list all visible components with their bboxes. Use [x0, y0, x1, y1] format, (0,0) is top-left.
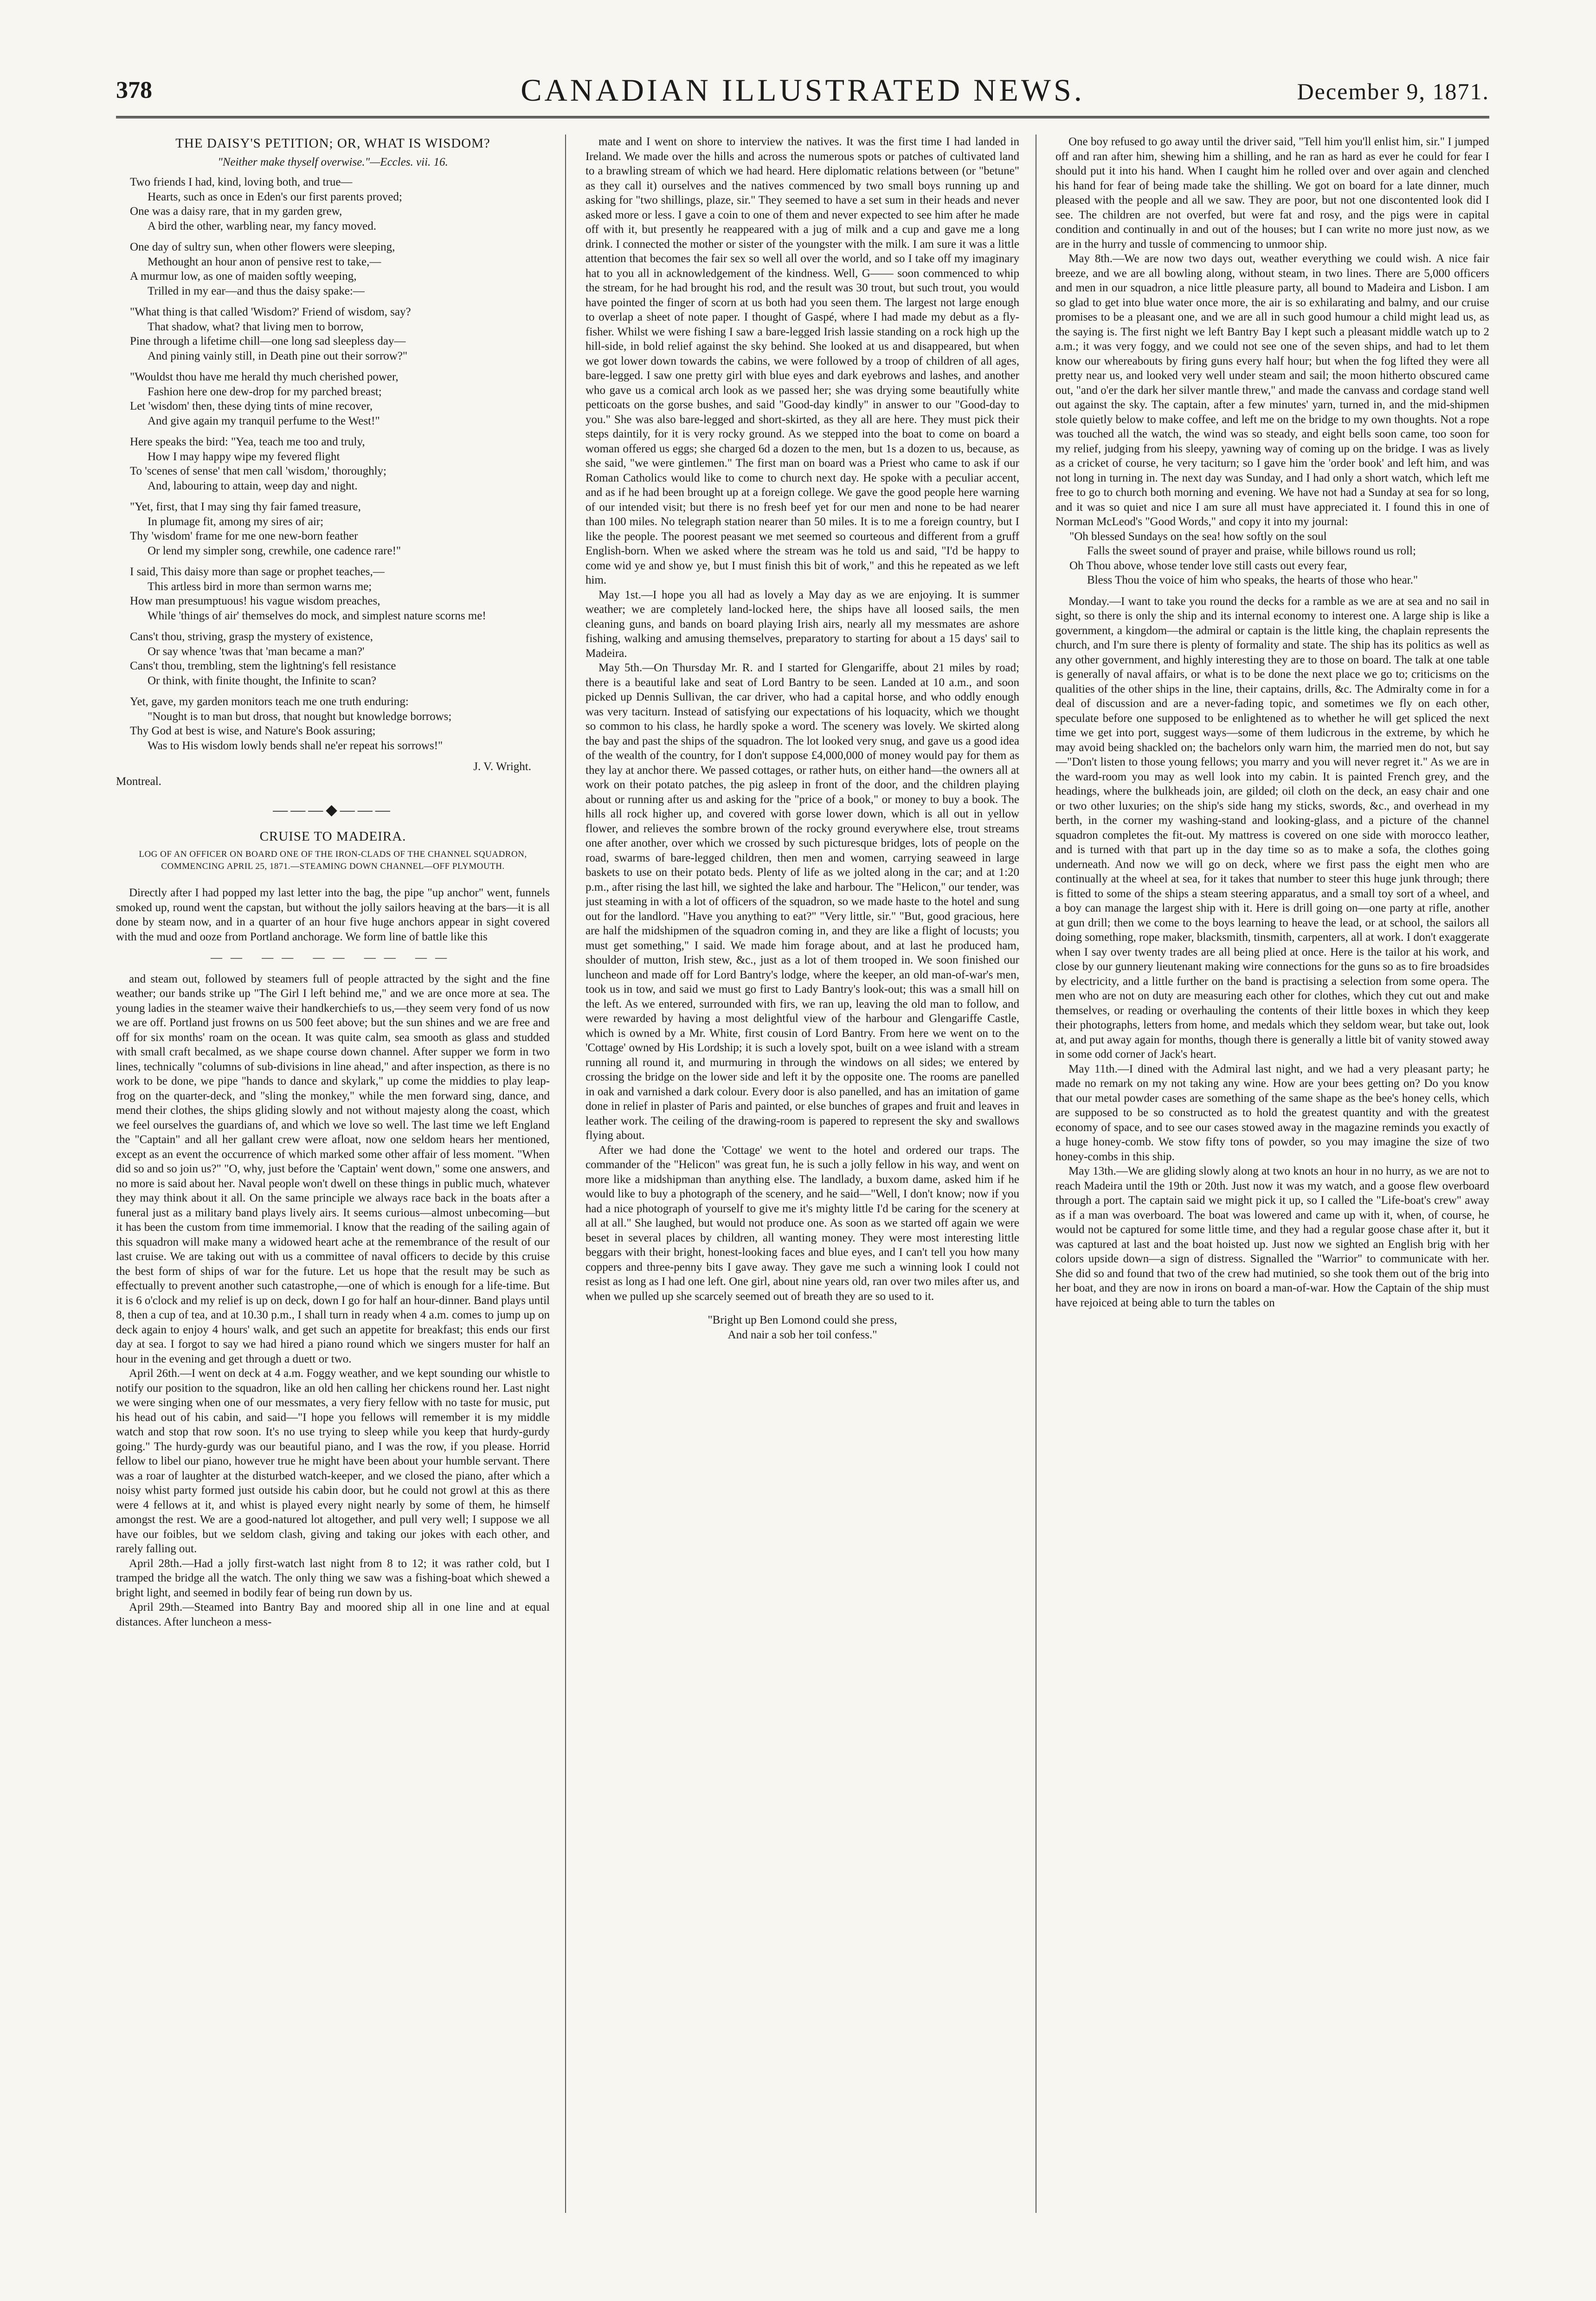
poem-stanza [130, 630, 550, 688]
poem-line: And pining vainly still, in Death pine out their sorrow?" [148, 349, 408, 362]
column-3 [1055, 135, 1489, 2231]
poem-line: Or think, with finite thought, the Infinite to scan? [148, 674, 376, 687]
poem-line: I said, This daisy more than sage or prophet teaches,— [130, 566, 385, 578]
newspaper-title: CANADIAN ILLUSTRATED NEWS. [521, 72, 1085, 108]
poem-line: Methought an hour anon of pensive rest to take,— [148, 255, 381, 268]
poem-line: Or say whence 'twas that 'man became a man?' [148, 645, 365, 658]
poem-line: While 'things of air' themselves do mock, and simplest nature scorns me! [148, 609, 486, 622]
article-paragraph: After we had done the 'Cottage' we went to the hotel and ordered our traps. The commander of the "Helicon" was great fun, he is such a jolly fellow in his way, and went on more like a midshipman than anything else. The landlady, a buxom dame, asked him if he would like to buy a photograph of the scenery, and he said—"Well, I don't know; now if you had a nice photograph of yourself to give me it's mighty little I'd be caring for the scenery at all at all." She laughed, but would not produce one. As soon as we started off again we were beset in several places by children, all wanting money. They were most interesting little beggars with their bright, honest-looking faces and blue eyes, and I can't tell you how many coppers and three-penny bits I gave away. They gave me such a winning look I could not resist as long as I had one left. One girl, about nine years old, ran over two miles after us, and when we pulled up she scarcely seemed out of breath they are so used to it. [586, 1144, 1019, 1303]
poem-line: "What thing is that called 'Wisdom?' Friend of wisdom, say? [130, 306, 411, 318]
poem-stanza [130, 305, 550, 363]
quote-line: "Bright up Ben Lomond could she press, [708, 1314, 897, 1326]
poem-line: Fashion here one dew-drop for my parched breast; [148, 385, 382, 398]
poem-line: Two friends I had, kind, loving both, and true— [130, 176, 353, 188]
poem-line: Hearts, such as once in Eden's our first parents proved; [148, 190, 402, 203]
poem-line: That shadow, what? that living men to borrow, [148, 320, 364, 333]
column-1 [116, 135, 550, 2231]
article-paragraph: May 5th.—On Thursday Mr. R. and I started for Glengariffe, about 21 miles by road; there is a beautiful lake and seat of Lord Bantry to be seen. Landed at 10 a.m., and soon picked up Dennis Sullivan, the car driver, who had a capital horse, and who oddly enough was very taciturn. Instead of satisfying our expectations of his loquacity, which we thought so common to his class, he hardly spoke a word. The scenery was lovely. We skirted along the bay and past the ships of the squadron. The lot looked very snug, and gave us a good idea of the wealth of the country, for I don't suppose £4,000,000 of money would pay for them as they lay at anchor there. We passed cottages, or rather huts, on either hand—the owners all at work on their potato patches, the pig asleep in front of the door, and the children playing about or running after us and asking for the "price of a book," or money to buy a book. The hills all rock higher up, and covered with gorse lower down, which is all out in yellow flower, and relieves the sombre brown of the rocky ground everywhere else, trout streams one after another, over which we crossed by such picturesque bridges, lots of people on the road, swarms of bare-legged children, then men and women, carrying seaweed in large baskets to use on their potato beds. Plenty of life as we jolted along in the car; and at 1:20 p.m., after rising the last hill, we sighted the lake and harbour. The "Helicon," our tender, was just steaming in with a lot of officers of the squadron, so we made haste to the hotel and sung out for the landlord. "Have you anything to eat?" "Very little, sir." "But, good gracious, here are half the midshipmen of the squadron coming in, and they are like a flight of locusts; you must get something," I said. We made him forage about, and at last he produced ham, shoulder of mutton, Irish stew, &c., just as a lot of them trooped in. We soon finished our luncheon and made off for Lord Bantry's lodge, where the keeper, an old man-of-war's men, took us in tow, and said we must go first to Lady Bantry's look-out; this was a small hill on the left. As we entered, surrounded with firs, we ran up, leaving the old man to follow, and were rewarded by having a most delightful view of the harbour and Glengariffe Castle, which is owned by a Mr. White, first cousin of Lord Bantry. From here we went on to the 'Cottage' owned by His Lordship; it is such a lovely spot, built on a wee island with a stream running all round it, and murmuring in through the windows on all sides; we entered by crossing the bridge on the lower side and left it by the opposite one. The rooms are panelled in oak and varnished a dark colour. Every door is also panelled, and has an imitation of game done in relief in plaster of Paris and painted, or else bunches of grapes and fruit and leaves in leather work. The ceiling of the drawing-room is papered to represent the sky and swallows flying about. [586, 662, 1019, 1142]
issue-date: December 9, 1871. [1297, 78, 1489, 104]
article-paragraph: Directly after I had popped my last letter into the bag, the pipe "up anchor" went, funnels smoked up, round went the capstan, but without the jolly sailors heaving at the bars—it is all done by steam now, and in a quarter of an hour five huge anchors appear in sight covered with the mud and ooze from Portland anchorage. We form line of battle like this [116, 887, 550, 943]
poem-line: Or lend my simpler song, crewhile, one cadence rare!" [148, 544, 401, 557]
verse-quote [586, 1313, 1019, 1342]
section-ornament: ———◆——— [273, 801, 393, 818]
poem-line: Yet, gave, my garden monitors teach me one truth enduring: [130, 695, 409, 708]
poem-line: "Nought is to man but dross, that nought but knowledge borrows; [148, 710, 452, 723]
article-paragraph: Monday.—I want to take you round the decks for a ramble as we are at sea and no sail in sight, so there is only the ship and its internal economy to interest one. A large ship is like a government, a kingdom—the admiral or captain is the little king, the chaplain represents the church, and I'm sure there is plenty of formality and state. The ship has its politics as well as any other government, and highly interesting they are to those on board. The talk at one table is generally of naval affairs, or what is to be done the next place we go to; criticisms on the qualities of the other ships in the line, their captains, drills, &c. The Admiralty come in for a deal of discussion and are a never-fading topic, and sometimes we fly on each other, speculate before one supposed to be enlightened as to whether he will get spliced the next time we get into port, suggest ways—some of them ludicrous in the extreme, by which he may avoid being shackled on; the bachelors only warn him, the married men do not, but say—"Don't listen to those young fellows; you marry and you will never regret it." As we are in the ward-room you may as well look into my cabin. It is painted French grey, and the headings, where the bulkheads join, are gilded; oil cloth on the deck, an easy chair and one or two other luxuries; on the ship's side hang my sticks, swords, &c., and overhead in my berth, in the corner my washing-stand and looking-glass, and a picture of the channel squadron completes the fit-out. My mattress is covered on one side with morocco leather, and is turned with that part up in the day time so as to make a sofa, the clothes going underneath. And now we will go on deck, where we first pass the eight men who are continually at the wheel at sea, for it takes that number to steer this huge junk through; there is fitted to some of the ships a steam steering apparatus, and a small toy sort of a wheel, and a boy can manage the largest ship with it. Here is drill going on—one party at rifle, another at gun drill; then we come to the boys learning to heave the lead, or at school, the sailors all doing something, rope maker, blacksmith, tinsmith, carpenters, all at work. I don't exaggerate when I say over twenty trades are all being plied at once. Here is the tailor at his work, and close by our gunnery lieutenant making wire connections for the guns so as to fire broadsides by electricity, and a little further on the band is practising a selection from some opera. The men who are not on duty are measuring each other for clothes, which they cut out and make themselves, or reading or overhauling the contents of their little boxes in which they keep their photographs, letters from home, and medals which they seldom wear, but take out, look at, and put away again for months, though there is generally a little bit of vanity stowed away in some odd corner of Jack's heart. [1055, 595, 1489, 1061]
hymn-line: "Oh blessed Sundays on the sea! how softly on the soul [1069, 530, 1327, 543]
poem-line: Cans't thou, trembling, stem the lightning's fell resistance [130, 660, 396, 672]
poem-line: And, labouring to attain, weep day and night. [148, 479, 358, 492]
poem-line: In plumage fit, among my sires of air; [148, 515, 324, 528]
masthead [116, 70, 1489, 118]
poem-place: Montreal. [116, 775, 161, 788]
hymn-verse [1069, 529, 1489, 588]
poem-line: A murmur low, as one of maiden softly weeping, [130, 270, 357, 283]
article-paragraph: One boy refused to go away until the driver said, "Tell him you'll enlist him, sir." I jumped off and ran after him, shewing him a shilling, and he ran as hard as ever he could for fear I should put it into his hand. When I caught him he rolled over and over again and clenched his hand for fear of being made take the shilling. We got on board for a late dinner, much pleased with the people and all we saw. They are poor, but not one discontented look did I see. The children are not overfed, but were fat and rosy, and the pigs were in capital condition and continually in and out of the houses; but I can write no more just now, as we are in the hurry and tussle of commencing to unmoor ship. [1055, 135, 1489, 251]
article-paragraph: May 11th.—I dined with the Admiral last night, and we had a very pleasant party; he made no remark on my not taking any wine. How are your bees getting on? Do you know that our metal powder cases are something of the same shape as the bee's honey cells, which are supposed to be so constructed as to hold the greatest quantity and with the greatest economy of space, and to see our cases stowed away in the magazine reminds you exactly of a huge honey-comb. We stow fifty tons of powder, so you may imagine the size of two honey-combs in this ship. [1055, 1062, 1489, 1163]
poem-line: How man presumptuous! his vague wisdom preaches, [130, 595, 380, 607]
article-paragraph: April 29th.—Steamed into Bantry Bay and moored ship all in one line and at equal distances. After luncheon a mess- [116, 1601, 550, 1628]
poem-stanza [130, 240, 550, 298]
poem-line: Thy 'wisdom' frame for me one new-born feather [130, 530, 358, 542]
article-title: CRUISE TO MADEIRA. [259, 829, 406, 844]
page-number: 378 [116, 77, 152, 103]
poem-line: To 'scenes of sense' that men call 'wisdom,' thoroughly; [130, 465, 386, 477]
article-paragraph: May 1st.—I hope you all had as lovely a May day as we are enjoying. It is summer weather; we are completely land-locked here, the ships have all loosed sails, the men cleaning guns, and bands on board playing Irish airs, nearly all my messmates are ashore fishing, walking and amusing themselves, preparatory to starting for about a 15 days' sail to Madeira. [586, 588, 1019, 660]
poem-line: One was a daisy rare, that in my garden grew, [130, 205, 342, 218]
article-paragraph: and steam out, followed by steamers full of people attracted by the sight and the fine weather; our bands strike up "The Girl I left behind me," and we are once more at sea. The young ladies in the steamer waive their handkerchiefs to us,—they seem very fond of us now we are off. Portland just frowns on us 500 feet above; but the sun shines and we are free and off for six months' roam on the ocean. It was quite calm, sea smooth as glass and studded with small craft becalmed, as we shape course down channel. After supper we form in two lines, technically "columns of sub-divisions in line ahead," and after inspection, as there is no work to be done, we pipe "hands to dance and skylark," up come the middies to play leap-frog on the quarter-deck, and "sling the monkey," while the men forward sing, dance, and mend their clothes, the ships gliding slowly and not without majesty along the coast, which we feel ourselves the guardians of, and which we love so well. The last time we left England the "Captain" and all her gallant crew were afloat, now one seldom hears her mentioned, except as an event the occurrence of which marked some other affair of less moment. "When did so and so join us?" "O, why, just before the 'Captain' went down," some one answers, and no more is said about her. Naval people won't dwell on these things in public much, whatever they may think about it all. On the same principle we always race back in the boats after a funeral just as a military band plays lively airs. It seems curious—almost unbecoming—but it has been the custom from time immemorial. I know that the reading of the sailing again of this squadron will make many a widowed heart ache at the remembrance of the result of our last cruise. We are taking out with us a committee of naval officers to decide by this cruise the best form of ships of war for the future. Let us hope that the result may be such as effectually to prevent another such catastrophe,—one of which is enough for a life-time. But it is 6 o'clock and my relief is up on deck, down I go for half an hour-dinner. Band plays until 8, then a cup of tea, and at 10.30 p.m., I shall turn in ready when 4 a.m. comes to jump up on deck again to enjoy 4 hours' walk, and get such an appetite for breakfast; this ends our first day at sea. I forgot to say we had hired a piano round which we singers muster for half an hour in the evening and get through a duett or two. [116, 972, 550, 1365]
poem-epigraph: "Neither make thyself overwise."—Eccles. vii. 16. [218, 155, 448, 168]
poem-line: "Yet, first, that I may sing thy fair famed treasure, [130, 501, 361, 513]
hymn-line: Oh Thou above, whose tender love still casts out every fear, [1069, 559, 1347, 572]
poem-stanza [130, 565, 550, 623]
article-paragraph: May 13th.—We are gliding slowly along at two knots an hour in no hurry, as we are not to reach Madeira until the 19th or 20th. Just now it was my watch, and a goose flew overboard through a port. The captain said we might pick it up, so I called the "Life-boat's crew" away as if a man was overboard. The boat was lowered and came up with it, when, of course, he would not be captured for some little time, and they had a regular goose chase after it, but it was captured at last and the boat hoisted up. Just now we sighted an English brig with her colors upside down—a sign of distress. Signalled the "Warrior" to communicate with her. She did so and found that two of the crew had mutinied, so she took them out of the brig into her boat, and they are now in irons on board a man-of-war. How the Captain of the ship must have rejoiced at being able to turn the tables on [1055, 1165, 1489, 1309]
poem-line: One day of sultry sun, when other flowers were sleeping, [130, 241, 395, 253]
poem-line: Was to His wisdom lowly bends shall ne'er repeat his sorrows!" [148, 739, 443, 752]
hymn-line: Falls the sweet sound of prayer and praise, while billows round us roll; [1087, 545, 1416, 557]
poem-line: "Wouldst thou have me herald thy much cherished power, [130, 371, 399, 383]
article-paragraph: April 28th.—Had a jolly first-watch last night from 8 to 12; it was rather cold, but I tramped the bridge all the watch. The only thing we saw was a fishing-boat which shewed a bright light, and seemed in bodily fear of being run down by us. [116, 1557, 550, 1599]
poem-line: This artless bird in more than sermon warns me; [148, 580, 372, 593]
column-2 [586, 135, 1019, 2231]
article-paragraph: May 8th.—We are now two days out, weather everything we could wish. A nice fair breeze, and we are all bowling along, without steam, in two lines. There are 5,000 officers and men in our squadron, a nice little pleasure party, all bound to Madeira and Lisbon. I am so glad to get into blue water once more, the air is so exhilarating and balmy, and our cruise promises to be a pleasant one, and we are all in such good humour a child might lead us, as the saying is. The first night we left Bantry Bay I kept such a pleasant middle watch up to 2 a.m.; it was very foggy, and we could not see one of the seven ships, and had to let them know our whereabouts by firing guns every half hour; but when the fog lifted they were all pretty near us, and looked very well under steam and sail; the moon hitherto obscured came out, "and o'er the dark her silver mantle threw," and made the canvass and cordage stand well out against the sky. The captain, after a few minutes' yarn, turned in, and the mid-shipmen stole quietly below to make coffee, and left me on the bridge to my own thoughts. Not a rope was touched all the watch, the wind was so steady, and eight bells soon came, too soon for my relief, judging from his sleepy, yawning way of coming up on the bridge. I was as lively as a cricket of course, he very taciturn; so I gave him the 'order book' and left him, and was not long in turning in. The next day was Sunday, and I had only a short watch, which left me free to go to church both morning and evening. We have not had a Sunday at sea for so long, and it was so quiet and nice I am sure all must have appreciated it. I found this in one of Norman McLeod's "Good Words," and copy it into my journal: [1055, 252, 1489, 528]
poem-stanza [130, 370, 550, 428]
poem-stanza [130, 500, 550, 558]
poem-line: A bird the other, warbling near, my fancy moved. [148, 219, 376, 232]
poem-line: Here speaks the bird: "Yea, teach me too and truly, [130, 436, 365, 448]
poem-stanza [130, 694, 550, 753]
hymn-line: Bless Thou the voice of him who speaks, the hearts of those who hear." [1087, 574, 1418, 586]
article-paragraph: mate and I went on shore to interview the natives. It was the first time I had landed in Ireland. We made over the hills and across the numerous spots or patches of cultivated land to a brawling stream of which we had heard. Here diplomatic relations between (or "betune" as they call it) ourselves and the natives commenced by two small boys running up and asking for "two shillings, plaze, sir." They seemed to have a set sum in their heads and never asked more or less. I gave a coin to one of them and never expected to see him after he made off with it, but presently he reappeared with a jug of milk and a cup and gave me a long drink. I connected the mother or sister of the youngster with the milk. I am sure it was a little attention that becomes the fair sex so well all over the world, and so I take off my imaginary hat to you all in acknowledgement of the kindness. Well, G—— soon commenced to whip the stream, for he had brought his rod, and the result was 30 trout, but such trout, you would have pointed the finger of scorn at us both had you seen them. The largest not large enough to overlap a sheet of note paper. I thought of Gaspé, where I had made my debut as a fly-fisher. Whilst we were fishing I saw a bare-legged Irish lassie standing on a rock high up the hill-side, in bold relief against the sky behind. She looked at us and disappeared, but when we got lower down towards the cabins, we were followed by a troop of children of all ages, bare-legged. I saw one pretty girl with blue eyes and dark eyebrows and lashes, and another who gave us a comical arch look as we passed her; she was drying some beautifully white petticoats on the gorse bushes, and said "Good-day kindly" in answer to our "Good-day to you." She was also bare-legged and short-skirted, as they all are here. They must pick their steps daintily, for it is very rocky ground. As we stepped into the boat to come on board a woman offered us eggs; she charged 6d a dozen to the men, but 1s a dozen to us, because, as she said, "we were gintlemen." The first man on board was a Priest who came to ask if our Roman Catholics would like to come to church next day. He spoke with a peculiar accent, and as if he had been brought up at a foreign college. We gave the good people here warning of our intended visit; but there is no fresh beef yet for our men and none to be had nearer than 100 miles. No telegraph station nearer than 50 miles. It is to me a foreign country, but I like the people. The poorest peasant we met seemed so courteous and different from a gruff English-born. When we asked where the stream was he told us and said, "I'd be happy to come wid ye and show ye, but I must finish this bit of work," and this he repeated as we left him. [586, 135, 1019, 586]
poem-line: Let 'wisdom' then, these dying tints of mine recover, [130, 400, 373, 412]
poem-line: Thy God at best is wise, and Nature's Book assuring; [130, 725, 376, 737]
battle-line-figure: —— —— —— —— —— [211, 951, 455, 964]
poem-line: Cans't thou, striving, grasp the mystery of existence, [130, 630, 373, 643]
article-paragraph: April 26th.—I went on deck at 4 a.m. Foggy weather, and we kept sounding our whistle to notify our position to the squadron, like an old hen calling her chickens round her. Last night we were singing when one of our messmates, a very fiery fellow with no taste for music, put his head out of his cabin, and said—"I hope you fellows will remember it is my middle watch and stop that row soon. It's no use trying to sleep while you keep that hurdy-gurdy going." The hurdy-gurdy was our beautiful piano, and I was the row, if you please. Horrid fellow to libel our piano, however true he might have been about your humble servant. There was a roar of laughter at the disturbed watch-keeper, and we closed the piano, after which a noisy whist party formed just outside his cabin door, but he could not growl at this as there were 4 fellows at it, and whist is played every night nearly by some of them, he himself amongst the rest. We are a good-natured lot altogether, and pull very well; I suppose we all have our foibles, but we seldom clash, giving and taking our jokes with each other, and rarely falling out. [116, 1367, 550, 1555]
poem-body [116, 175, 550, 753]
poem-stanza [130, 175, 550, 233]
poem-signature: J. V. Wright. [473, 760, 531, 773]
article-subtitle: LOG OF AN OFFICER ON BOARD ONE OF THE IRON-CLADS OF THE CHANNEL SQUADRON, COMMENCING APRIL 25, 1871.—STEAMING DOWN CHANNEL—OFF PLYMOUTH. [139, 849, 527, 871]
poem-line: Pine through a lifetime chill—one long sad sleepless day— [130, 335, 406, 347]
poem-line: Trilled in my ear—and thus the daisy spake:— [148, 284, 365, 297]
poem-line: How I may happy wipe my fevered flight [148, 450, 340, 463]
poem-title: THE DAISY'S PETITION; OR, WHAT IS WISDOM? [175, 136, 490, 151]
column-divider [565, 135, 566, 2213]
poem-stanza [130, 435, 550, 493]
quote-line: And nair a sob her toil confess." [727, 1328, 877, 1341]
poem-line: And give again my tranquil perfume to the West!" [148, 414, 380, 427]
newspaper-page [116, 70, 1489, 2250]
